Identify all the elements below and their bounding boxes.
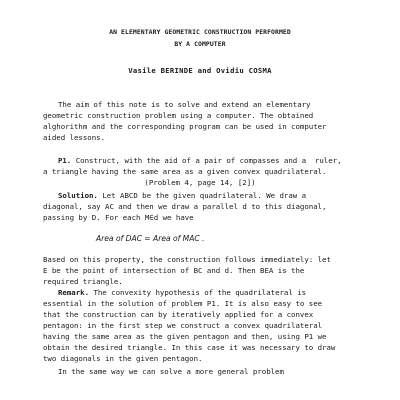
problem-reference: (Problem 4, page 14, [2]) bbox=[144, 178, 256, 187]
abstract-line: geometric construction problem using a computer. The obtained bbox=[43, 111, 314, 120]
remark-text: The convexity hypothesis of the quadrilateral is bbox=[93, 288, 307, 297]
remark-label: Remark. bbox=[58, 288, 90, 297]
solution-line-1 bbox=[58, 191, 306, 200]
body-line: E be the point of intersection of BC and d. Then BEA is the bbox=[43, 266, 305, 275]
remark-line: obtain the desired triangle. In this case it was necessary to draw bbox=[43, 343, 336, 352]
solution-line-2: diagonal, say AC and then we draw a parallel d to this diagonal, bbox=[43, 202, 327, 211]
problem-text: Construct, with the aid of a pair of compasses and a ruler, bbox=[75, 156, 342, 165]
body-line: required triangle. bbox=[43, 277, 123, 286]
remark-line: two diagonals in the given pentagon. bbox=[43, 354, 203, 363]
paper-title-line-1: AN ELEMENTARY GEOMETRIC CONSTRUCTION PERFORMED bbox=[109, 28, 291, 36]
solution-formula: Area of DAC = Area of MAC . bbox=[96, 234, 205, 243]
body-line: Based on this property, the construction follows immediately: let bbox=[43, 255, 331, 264]
remark-line: that the construction can by iteratively applied for a convex bbox=[43, 310, 314, 319]
solution-line-3: passing by D. For each M∈d we have bbox=[43, 213, 194, 222]
abstract-line: alghorithm and the corresponding program can be used in computer bbox=[43, 122, 327, 131]
remark-line: essential in the solution of problem P1. It is also easy to see bbox=[43, 299, 323, 308]
paper-authors: Vasile BERINDE and Ovidiu COSMA bbox=[128, 66, 272, 75]
abstract-line: aided lessons. bbox=[43, 133, 106, 142]
problem-line-1 bbox=[58, 156, 342, 165]
solution-text: Let ABCD be the given quadrilateral. We draw a bbox=[102, 191, 307, 200]
problem-label: P1. bbox=[58, 156, 72, 165]
paper-title-line-2: BY A COMPUTER bbox=[174, 40, 226, 48]
problem-line-2: a triangle having the same area as a given convex quadrilateral. bbox=[43, 167, 327, 176]
remark-line: pentagon: in the first step we construct a convex quadrilateral bbox=[43, 321, 323, 330]
solution-label: Solution. bbox=[58, 191, 98, 200]
remark-line-1 bbox=[58, 288, 306, 297]
abstract-line: The aim of this note is to solve and extend an elementary bbox=[58, 100, 311, 109]
remark-line: having the same area as the given pentagon and then, using P1 we bbox=[43, 332, 327, 341]
body-last-line: In the same way we can solve a more general problem bbox=[58, 367, 284, 376]
